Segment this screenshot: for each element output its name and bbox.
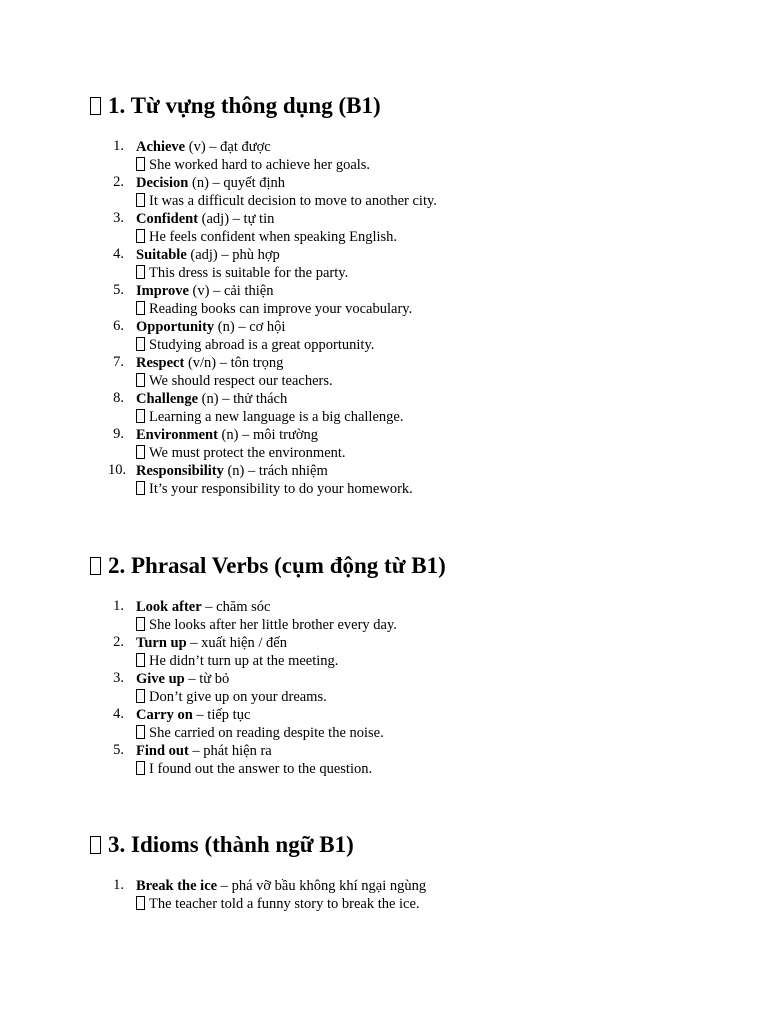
term-line: [136, 634, 748, 652]
list-item: [108, 634, 748, 670]
example-line: [136, 300, 748, 318]
term: Carry on: [136, 707, 193, 723]
missing-glyph-icon: [90, 97, 101, 115]
section-phrasal-verbs: [90, 552, 750, 777]
item-number: 5.: [113, 742, 124, 758]
section-heading: [90, 552, 750, 580]
term-line: [136, 318, 748, 336]
missing-glyph-icon: [136, 761, 145, 775]
term: Improve: [136, 283, 189, 299]
missing-glyph-icon: [90, 836, 101, 854]
vocabulary-list: [108, 138, 748, 498]
term: Confident: [136, 211, 199, 227]
term: Respect: [136, 355, 185, 371]
item-number: 4.: [113, 706, 124, 722]
idioms-list: [108, 877, 748, 913]
example-text: He feels confident when speaking English.: [149, 229, 398, 245]
definition: – từ bỏ: [184, 671, 230, 687]
section-vocabulary: [90, 92, 750, 497]
section-idioms: [90, 831, 750, 912]
list-item: [108, 174, 748, 210]
example-line: [136, 192, 748, 210]
term: Challenge: [136, 391, 199, 407]
example-line: [136, 156, 748, 174]
example-text: This dress is suitable for the party.: [149, 265, 349, 281]
definition: – xuất hiện / đến: [186, 635, 287, 651]
missing-glyph-icon: [90, 557, 101, 575]
definition: (n) – trách nhiệm: [223, 463, 328, 479]
list-item: [108, 318, 748, 354]
example-text: We should respect our teachers.: [149, 373, 333, 389]
example-line: [136, 372, 748, 390]
definition: (n) – thử thách: [198, 391, 288, 407]
example-line: [136, 895, 748, 913]
missing-glyph-icon: [136, 896, 145, 910]
term-line: [136, 742, 748, 760]
item-number: 2.: [113, 174, 124, 190]
item-number: 9.: [113, 426, 124, 442]
term: Give up: [136, 671, 185, 687]
example-line: [136, 264, 748, 282]
term: Break the ice: [136, 878, 218, 894]
item-number: 6.: [113, 318, 124, 334]
missing-glyph-icon: [136, 337, 145, 351]
example-text: It’s your responsibility to do your homework.: [149, 481, 413, 497]
item-number: 1.: [113, 598, 124, 614]
example-line: [136, 724, 748, 742]
definition: (v/n) – tôn trọng: [184, 355, 284, 371]
term-line: [136, 670, 748, 688]
term: Opportunity: [136, 319, 215, 335]
section-heading: [90, 92, 750, 120]
term-line: [136, 426, 748, 444]
term-line: [136, 174, 748, 192]
list-item: [108, 877, 748, 913]
list-item: [108, 462, 748, 498]
example-line: [136, 336, 748, 354]
item-number: 4.: [113, 246, 124, 262]
term: Look after: [136, 599, 202, 615]
example-text: Don’t give up on your dreams.: [149, 689, 327, 705]
definition: (n) – cơ hội: [214, 319, 286, 335]
item-number: 1.: [113, 877, 124, 893]
missing-glyph-icon: [136, 373, 145, 387]
definition: (adj) – phù hợp: [186, 247, 280, 263]
term-line: [136, 282, 748, 300]
section-heading-text: 1. Từ vựng thông dụng (B1): [108, 93, 381, 118]
missing-glyph-icon: [136, 229, 145, 243]
missing-glyph-icon: [136, 265, 145, 279]
missing-glyph-icon: [136, 445, 145, 459]
example-line: [136, 616, 748, 634]
missing-glyph-icon: [136, 301, 145, 315]
example-text: The teacher told a funny story to break the ice.: [149, 896, 420, 912]
term: Responsibility: [136, 463, 224, 479]
missing-glyph-icon: [136, 653, 145, 667]
example-line: [136, 480, 748, 498]
missing-glyph-icon: [136, 157, 145, 171]
term-line: [136, 706, 748, 724]
example-text: Reading books can improve your vocabulary.: [149, 301, 413, 317]
list-item: [108, 426, 748, 462]
list-item: [108, 390, 748, 426]
term-line: [136, 210, 748, 228]
definition: – phát hiện ra: [188, 743, 272, 759]
example-text: She looks after her little brother every day.: [149, 617, 397, 633]
list-item: [108, 138, 748, 174]
definition: (v) – cải thiện: [188, 283, 274, 299]
missing-glyph-icon: [136, 481, 145, 495]
example-text: It was a difficult decision to move to another city.: [149, 193, 437, 209]
item-number: 2.: [113, 634, 124, 650]
example-text: Learning a new language is a big challenge.: [149, 409, 404, 425]
term: Environment: [136, 427, 218, 443]
list-item: [108, 354, 748, 390]
term-line: [136, 354, 748, 372]
example-text: We must protect the environment.: [149, 445, 346, 461]
item-number: 5.: [113, 282, 124, 298]
missing-glyph-icon: [136, 193, 145, 207]
definition: (n) – môi trường: [217, 427, 319, 443]
list-item: [108, 670, 748, 706]
example-text: I found out the answer to the question.: [149, 761, 373, 777]
missing-glyph-icon: [136, 617, 145, 631]
example-text: She worked hard to achieve her goals.: [149, 157, 371, 173]
example-text: He didn’t turn up at the meeting.: [149, 653, 339, 669]
item-number: 1.: [113, 138, 124, 154]
term: Find out: [136, 743, 189, 759]
section-heading-text: 3. Idioms (thành ngữ B1): [108, 832, 354, 857]
section-heading: [90, 831, 750, 859]
term-line: [136, 877, 748, 895]
term-line: [136, 246, 748, 264]
list-item: [108, 598, 748, 634]
list-item: [108, 742, 748, 778]
definition: – chăm sóc: [201, 599, 271, 615]
item-number: 10.: [108, 462, 127, 478]
term-line: [136, 462, 748, 480]
item-number: 3.: [113, 670, 124, 686]
term-line: [136, 138, 748, 156]
item-number: 7.: [113, 354, 124, 370]
item-number: 3.: [113, 210, 124, 226]
missing-glyph-icon: [136, 689, 145, 703]
list-item: [108, 246, 748, 282]
example-text: She carried on reading despite the noise.: [149, 725, 384, 741]
phrasal-verbs-list: [108, 598, 748, 778]
term: Turn up: [136, 635, 187, 651]
example-line: [136, 444, 748, 462]
example-line: [136, 652, 748, 670]
definition: (v) – đạt được: [185, 139, 271, 155]
definition: – phá vỡ bầu không khí ngại ngùng: [217, 878, 427, 894]
example-text: Studying abroad is a great opportunity.: [149, 337, 375, 353]
term: Suitable: [136, 247, 187, 263]
example-line: [136, 228, 748, 246]
missing-glyph-icon: [136, 409, 145, 423]
section-heading-text: 2. Phrasal Verbs (cụm động từ B1): [108, 553, 446, 578]
missing-glyph-icon: [136, 725, 145, 739]
term: Achieve: [136, 139, 186, 155]
example-line: [136, 408, 748, 426]
definition: (adj) – tự tin: [198, 211, 275, 227]
term-line: [136, 390, 748, 408]
definition: (n) – quyết định: [188, 175, 286, 191]
definition: – tiếp tục: [192, 707, 251, 723]
example-line: [136, 760, 748, 778]
example-line: [136, 688, 748, 706]
item-number: 8.: [113, 390, 124, 406]
term-line: [136, 598, 748, 616]
list-item: [108, 706, 748, 742]
list-item: [108, 210, 748, 246]
list-item: [108, 282, 748, 318]
term: Decision: [136, 175, 189, 191]
